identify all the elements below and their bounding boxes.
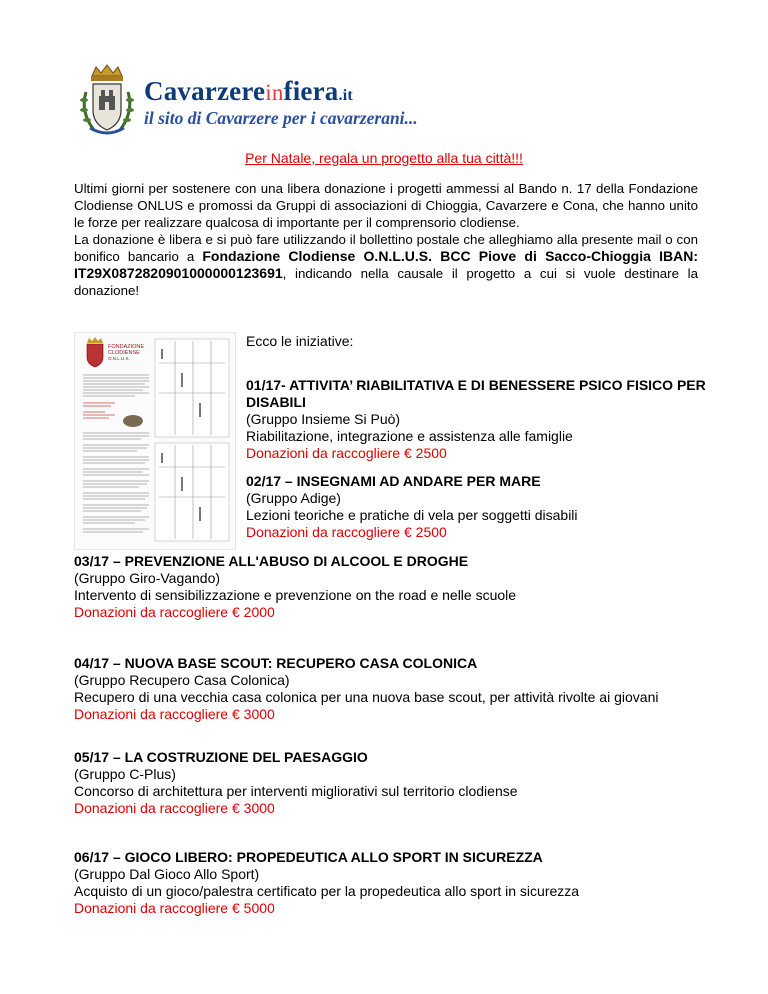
site-logo[interactable] — [78, 62, 418, 142]
project-description: Acquisto di un gioco/palestra certificato per la propedeutica allo sport in sicurezza — [74, 883, 580, 899]
site-tagline: il sito di Cavarzere per i cavarzerani... — [144, 108, 418, 128]
project-description: Intervento di sensibilizzazione e prevenzione on the road e nelle scuole — [74, 587, 517, 603]
project-donation-amount: Donazioni da raccogliere € 3000 — [74, 706, 275, 722]
project-description: Concorso di architettura per interventi migliorativi sul territorio clodiense — [74, 783, 518, 799]
project-title: 06/17 – GIOCO LIBERO: PROPEDEUTICA ALLO SPORT IN SICUREZZA — [74, 849, 543, 865]
project-title: 04/17 – NUOVA BASE SCOUT: RECUPERO CASA COLONICA — [74, 655, 478, 671]
project-title: 02/17 – INSEGNAMI AD ANDARE PER MARE — [246, 473, 541, 489]
flyer-org-line-1: FONDAZIONE — [108, 344, 145, 350]
bank-details: Fondazione Clodiense O.N.L.U.S. BCC Piove di Sacco-Chioggia IBAN: IT29X0872820901000000123691 — [74, 248, 698, 281]
brand-part-1: Cavarzere — [144, 76, 266, 106]
flyer-org-line-3: O.N.L.U.S. — [108, 356, 130, 361]
project-donation-amount: Donazioni da raccogliere € 3000 — [74, 800, 275, 816]
intro-p2-end: , indicando nella causale il progetto a cui si vuole destinare la donazione! — [74, 266, 698, 298]
brand-part-3: fiera — [283, 76, 339, 106]
project-group: (Gruppo Insieme Si Può) — [246, 411, 401, 427]
project-04 — [74, 655, 704, 723]
project-title: 03/17 – PREVENZIONE ALL'ABUSO DI ALCOOL E DROGHE — [74, 553, 469, 569]
site-name — [144, 76, 353, 107]
project-01 — [246, 377, 706, 462]
project-06 — [74, 849, 704, 917]
brand-part-4: .it — [338, 87, 353, 104]
intro-p2-start: La donazione è libera e si può fare utilizzando il bollettino postale che alleghiamo alla presente mail o con bonifico bancario a — [74, 232, 698, 264]
intro-paragraph-2 — [74, 231, 698, 299]
project-02 — [246, 473, 706, 541]
project-group: (Gruppo Recupero Casa Colonica) — [74, 672, 290, 688]
project-05 — [74, 749, 704, 817]
city-crest-icon — [78, 62, 136, 138]
project-group: (Gruppo Dal Gioco Allo Sport) — [74, 866, 260, 882]
project-donation-amount: Donazioni da raccogliere € 5000 — [74, 900, 275, 916]
donation-flyer-image — [74, 332, 236, 550]
project-description: Recupero di una vecchia casa colonica per una nuova base scout, per attività rivolte ai giovani — [74, 689, 659, 705]
project-03 — [74, 553, 704, 621]
project-description: Lezioni teoriche e pratiche di vela per soggetti disabili — [246, 507, 578, 523]
project-group: (Gruppo Giro-Vagando) — [74, 570, 221, 586]
intro-text — [74, 180, 698, 299]
intro-paragraph-1: Ultimi giorni per sostenere con una libera donazione i progetti ammessi al Bando n. 17 della Fondazione Clodiense ONLUS e promossi da Gruppi di associazioni di Chioggia, Cavarzere e Cona, che hanno unito le forze per realizzare qualcosa di importante per il comprensorio clodiense. — [74, 181, 698, 230]
project-title: 01/17- ATTIVITA’ RIABILITATIVA E DI BENESSERE PSICO FISICO PER DISABILI — [246, 377, 706, 410]
flyer-graphic — [75, 333, 235, 549]
project-donation-amount: Donazioni da raccogliere € 2000 — [74, 604, 275, 620]
flyer-org-line-2: CLODIENSE — [108, 350, 140, 356]
project-donation-amount: Donazioni da raccogliere € 2500 — [246, 524, 447, 540]
project-description: Riabilitazione, integrazione e assistenza alle famiglie — [246, 428, 573, 444]
project-donation-amount: Donazioni da raccogliere € 2500 — [246, 445, 447, 461]
project-group: (Gruppo Adige) — [246, 490, 341, 506]
project-group: (Gruppo C-Plus) — [74, 766, 176, 782]
lead-text: Ecco le iniziative: — [246, 333, 354, 349]
flyer-logo-icon — [87, 337, 103, 367]
brand-part-2: in — [265, 80, 284, 105]
project-title: 05/17 – LA COSTRUZIONE DEL PAESAGGIO — [74, 749, 368, 765]
headline: Per Natale, regala un progetto alla tua città!!! — [245, 150, 523, 166]
